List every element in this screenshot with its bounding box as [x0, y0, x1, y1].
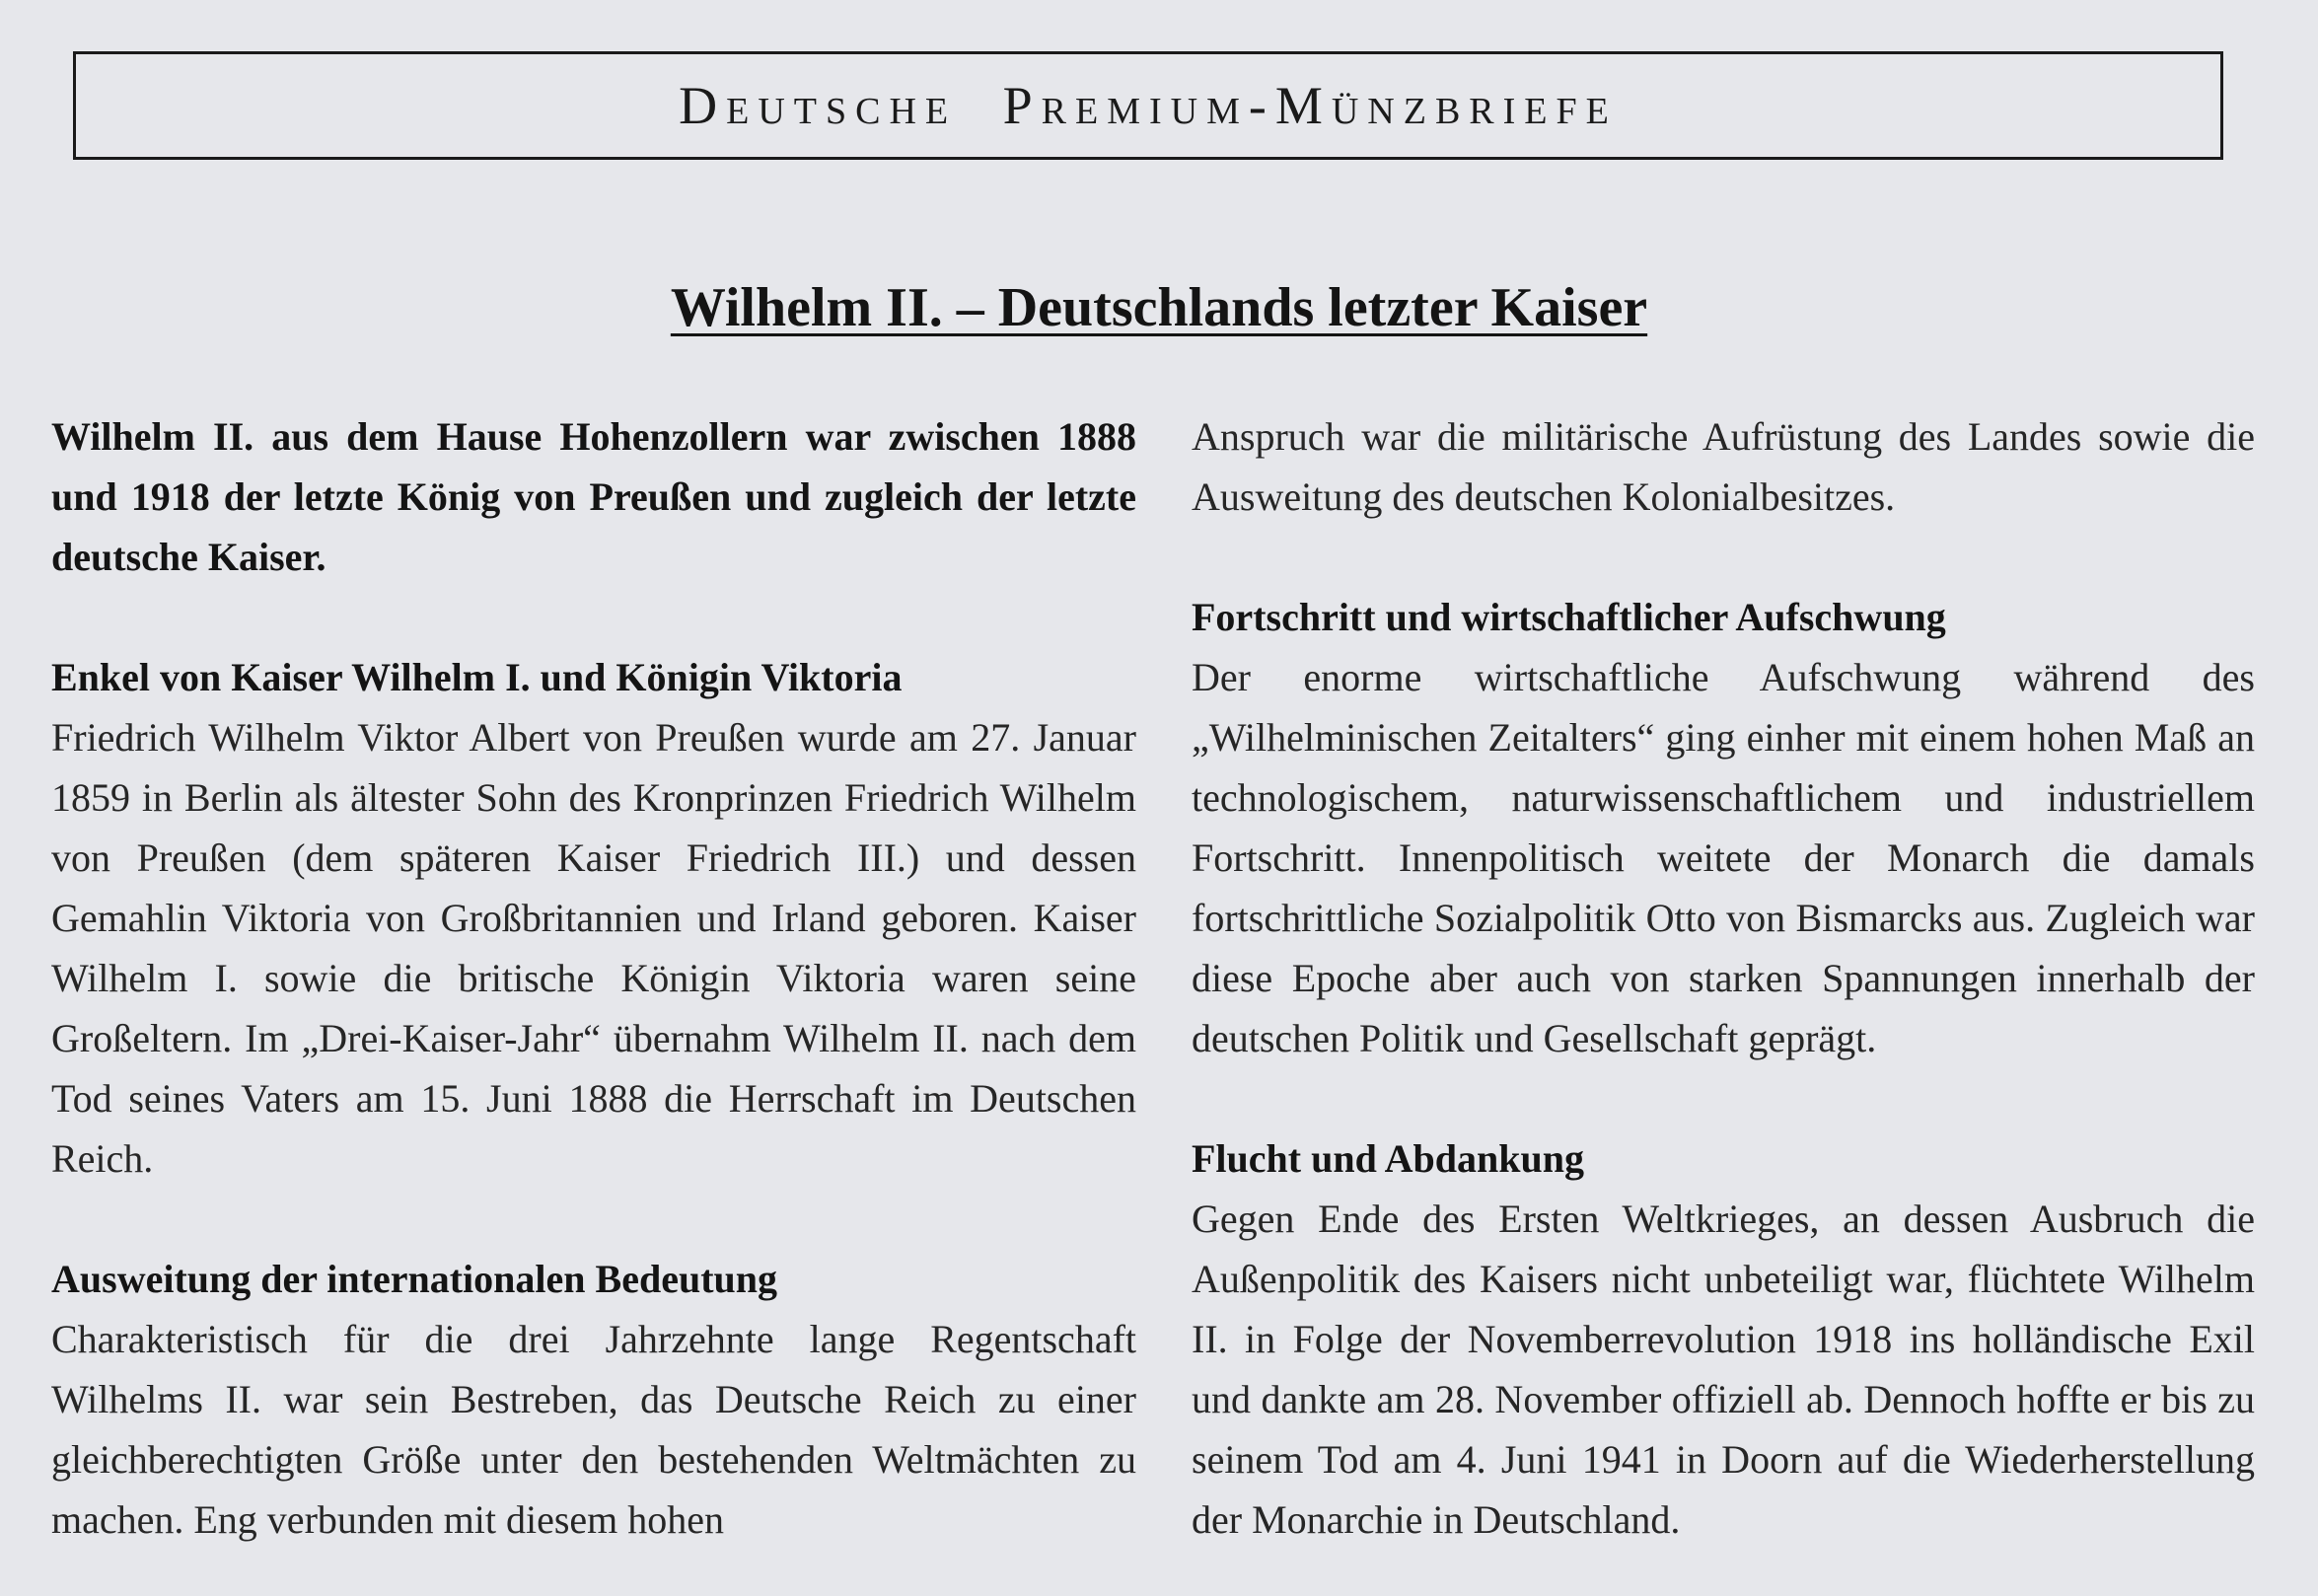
section-continuation: Anspruch war die militärische Aufrüstung des Landes sowie die Ausweitung des deutschen Kolonialbesitzes.	[1192, 414, 2255, 519]
section-heading: Enkel von Kaiser Wilhelm I. und Königin Viktoria	[51, 655, 903, 699]
section-text: Der enorme wirtschaftliche Aufschwung während des „Wilhelminischen Zeitalters“ ging einher mit einem hohen Maß an technologischem, naturwissenschaftlichem und industriellem Fortschritt. Innenpolitisch weitete der Monarch die damals fortschrittliche Sozialpolitik Otto von Bismarcks aus. Zugleich war diese Epoche aber auch von starken Spannungen innerhalb der deutschen Politik und Gesellschaft geprägt.	[1192, 655, 2255, 1060]
section-text: Friedrich Wilhelm Viktor Albert von Preußen wurde am 27. Januar 1859 in Berlin als ältester Sohn des Kronprinzen Friedrich Wilhelm von Preußen (dem späteren Kaiser Friedrich III.) und dessen Gemahlin Viktoria von Großbritannien und Irland geboren. Kaiser Wilhelm I. sowie die britische Königin Viktoria waren seine Großeltern. Im „Drei-Kaiser-Jahr“ übernahm Wilhelm II. nach dem Tod seines Vaters am 15. Juni 1888 die Herrschaft im Deutschen Reich.	[51, 715, 1136, 1181]
intro-paragraph: Wilhelm II. aus dem Hause Hohenzollern war zwischen 1888 und 1918 der letzte König von Preußen und zugleich der letzte deutsche Kaiser.	[51, 414, 1136, 579]
left-column	[51, 406, 1136, 1550]
section-text: Charakteristisch für die drei Jahrzehnte lange Regentschaft Wilhelms II. war sein Bestreben, das Deutsche Reich zu einer gleichberechtigten Größe unter den bestehenden Weltmächten zu machen. Eng verbunden mit diesem hohen	[51, 1317, 1136, 1542]
section-heading: Flucht und Abdankung	[1192, 1136, 1585, 1181]
section-heading: Ausweitung der internationalen Bedeutung	[51, 1257, 778, 1301]
section-heading: Fortschritt und wirtschaftlicher Aufschwung	[1192, 595, 1946, 639]
section-text: Gegen Ende des Ersten Weltkrieges, an dessen Ausbruch die Außenpolitik des Kaisers nicht unbeteiligt war, flüchtete Wilhelm II. in Folge der Novemberrevolution 1918 ins holländische Exil und dankte am 28. November offiziell ab. Dennoch hoffte er bis zu seinem Tod am 4. Juni 1941 in Doorn auf die Wiederherstellung der Monarchie in Deutschland.	[1192, 1197, 2255, 1542]
header-box	[73, 51, 2223, 160]
right-column	[1192, 406, 2255, 1550]
header-title: Deutsche Premium-Münzbriefe	[679, 76, 1618, 135]
document-title: Wilhelm II. – Deutschlands letzter Kaiser	[670, 277, 1648, 338]
